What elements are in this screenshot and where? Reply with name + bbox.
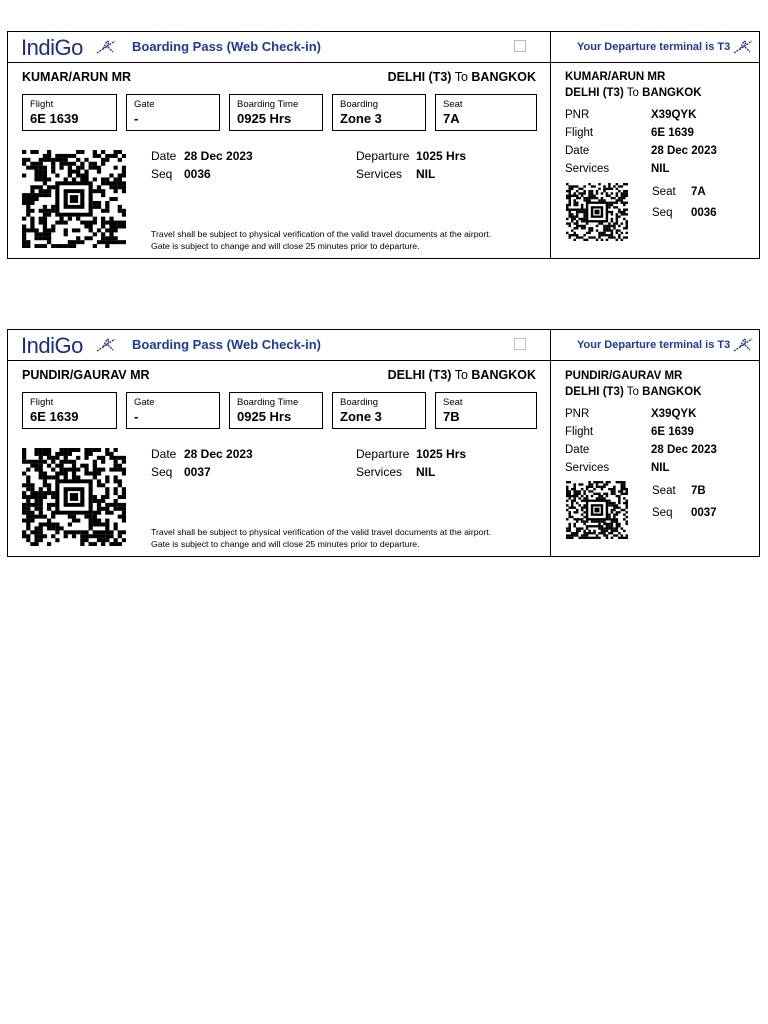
- stub-services-label: Services: [565, 462, 610, 474]
- boarding-zone-box: Boarding Zone 3: [332, 392, 426, 429]
- stub-seat-label: Seat: [652, 186, 676, 198]
- route: DELHI (T3) To BANGKOK: [387, 70, 536, 84]
- checkbox[interactable]: [514, 338, 526, 350]
- stub-flight-label: Flight: [565, 426, 594, 438]
- qr-code-icon: [566, 481, 628, 539]
- stub-divider: [550, 330, 551, 556]
- flight-box: Flight 6E 1639: [22, 392, 117, 429]
- terminal-note: Your Departure terminal is T3: [577, 41, 731, 53]
- seq-label: Seq: [151, 465, 173, 479]
- stub-passenger: KUMAR/ARUN MR: [565, 71, 666, 83]
- stub-date: 28 Dec 2023: [651, 145, 717, 157]
- stub-pnr: X39QYK: [651, 109, 697, 121]
- stub-pnr: X39QYK: [651, 408, 697, 420]
- qr-code-icon: [22, 448, 126, 546]
- boarding-time-box: Boarding Time 0925 Hrs: [229, 392, 323, 429]
- header-divider: [8, 62, 759, 63]
- stub-date-label: Date: [565, 145, 590, 157]
- services-label: Services: [356, 167, 403, 181]
- stub-route: DELHI (T3) To BANGKOK: [565, 386, 702, 398]
- seq-label: Seq: [151, 167, 173, 181]
- stub-seat: 7B: [691, 485, 706, 497]
- departure-label: Departure: [356, 149, 410, 163]
- airplane-icon: [732, 336, 754, 354]
- passenger-name: KUMAR/ARUN MR: [22, 70, 132, 84]
- stub-seat-label: Seat: [652, 485, 676, 497]
- indigo-logo: IndiGo: [21, 333, 83, 358]
- qr-code-icon: [566, 183, 628, 241]
- boarding-pass: [7, 31, 760, 259]
- airplane-icon: [732, 38, 754, 56]
- stub-date: 28 Dec 2023: [651, 444, 717, 456]
- stub-date-label: Date: [565, 444, 590, 456]
- services-value: NIL: [416, 465, 436, 479]
- stub-flight: 6E 1639: [651, 127, 694, 139]
- stub-passenger: PUNDIR/GAURAV MR: [565, 370, 683, 382]
- stub-services-label: Services: [565, 163, 610, 175]
- pass-title: Boarding Pass (Web Check-in): [132, 39, 322, 54]
- date-label: Date: [151, 447, 177, 461]
- stub-services: NIL: [651, 163, 670, 175]
- stub-flight-label: Flight: [565, 127, 594, 139]
- departure-value: 1025 Hrs: [416, 149, 467, 163]
- services-label: Services: [356, 465, 403, 479]
- qr-code-icon: [22, 150, 126, 248]
- stub-pnr-label: PNR: [565, 109, 590, 121]
- stub-seq: 0037: [691, 507, 717, 519]
- stub-seat: 7A: [691, 186, 706, 198]
- stub-services: NIL: [651, 462, 670, 474]
- terminal-note: Your Departure terminal is T3: [577, 339, 731, 351]
- header-divider: [8, 360, 759, 361]
- stub-pnr-label: PNR: [565, 408, 590, 420]
- departure-label: Departure: [356, 447, 410, 461]
- seat-box: Seat 7A: [435, 94, 537, 131]
- services-value: NIL: [416, 167, 436, 181]
- fine-print: Travel shall be subject to physical verification of the valid travel documents at the airport. Gate is subject to change and will close 25 minutes prior to departure.: [151, 229, 492, 251]
- stub-route: DELHI (T3) To BANGKOK: [565, 87, 702, 99]
- flight-box: Flight 6E 1639: [22, 94, 117, 131]
- fine-print: Travel shall be subject to physical verification of the valid travel documents at the airport. Gate is subject to change and will close 25 minutes prior to departure.: [151, 527, 492, 549]
- gate-box: Gate -: [126, 392, 220, 429]
- seat-box: Seat 7B: [435, 392, 537, 429]
- seq-value: 0037: [184, 465, 211, 479]
- checkbox[interactable]: [514, 40, 526, 52]
- date-value: 28 Dec 2023: [184, 447, 253, 461]
- route: DELHI (T3) To BANGKOK: [387, 368, 536, 382]
- date-value: 28 Dec 2023: [184, 149, 253, 163]
- departure-value: 1025 Hrs: [416, 447, 467, 461]
- stub-seq-label: Seq: [652, 507, 673, 519]
- pass-title: Boarding Pass (Web Check-in): [132, 337, 322, 352]
- airplane-icon: [95, 38, 117, 56]
- boarding-zone-box: Boarding Zone 3: [332, 94, 426, 131]
- gate-box: Gate -: [126, 94, 220, 131]
- passenger-name: PUNDIR/GAURAV MR: [22, 368, 150, 382]
- seq-value: 0036: [184, 167, 211, 181]
- boarding-time-box: Boarding Time 0925 Hrs: [229, 94, 323, 131]
- stub-seq-label: Seq: [652, 207, 673, 219]
- airplane-icon: [95, 336, 117, 354]
- stub-divider: [550, 32, 551, 258]
- stub-seq: 0036: [691, 207, 717, 219]
- boarding-pass: [7, 329, 760, 557]
- indigo-logo: IndiGo: [21, 35, 83, 60]
- date-label: Date: [151, 149, 177, 163]
- stub-flight: 6E 1639: [651, 426, 694, 438]
